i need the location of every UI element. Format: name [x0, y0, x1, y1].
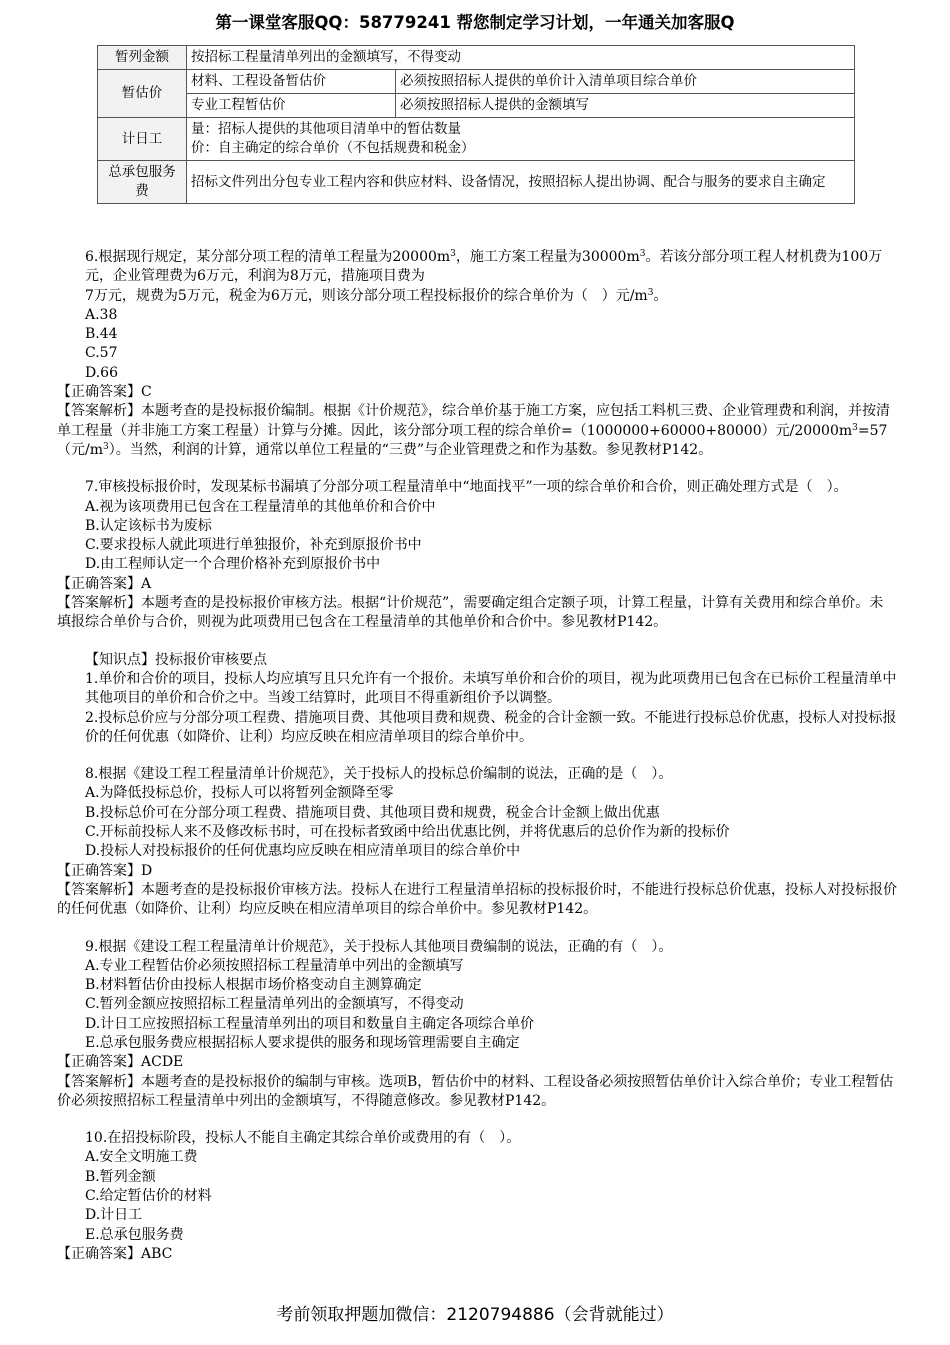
table-cell: 按招标工程量清单列出的金额填写，不得变动 [187, 46, 855, 70]
option: B.投标总价可在分部分项工程费、措施项目费、其他项目费和规费，税金合计金额上做出优惠 [85, 804, 660, 821]
table-row [98, 94, 855, 118]
answer: 【正确答案】ABC [57, 1245, 173, 1262]
option: A.为降低投标总价，投标人可以将暂列金额降至零 [85, 785, 394, 802]
table-cell [187, 118, 855, 161]
option: E.总承包服务费 [85, 1226, 184, 1243]
option: C.开标前投标人来不及修改标书时，可在投标者致函中给出优惠比例，并将优惠后的总价作为新的投标价 [85, 824, 730, 841]
question-7-stem: 7.审核投标报价时，发现某标书漏填了分部分项工程量清单中“地面找平”一项的综合单价和合价，则正确处理方式是（ ）。 [85, 479, 848, 496]
table-row [98, 70, 855, 94]
option: C.给定暂估价的材料 [85, 1188, 212, 1205]
option: D.计日工 [85, 1207, 143, 1224]
table-category: 计日工 [98, 118, 187, 161]
option: D.计日工应按照招标工程量清单列出的项目和数量自主确定各项综合单价 [85, 1015, 535, 1032]
question-10-stem: 10.在招投标阶段，投标人不能自主确定其综合单价或费用的有（ ）。 [85, 1130, 521, 1147]
daywork-line: 量：招标人提供的其他项目清单中的暂估数量 [191, 121, 461, 137]
table-cell: 专业工程暂估价 [187, 94, 396, 118]
fee-table [97, 45, 855, 204]
answer: 【正确答案】ACDE [57, 1054, 184, 1071]
knowledge-item: 2.投标总价应与分部分项工程费、措施项目费、其他项目费和规费、税金的合计金额一致。不能进行投标总价优惠，投标人对投标报价的任何优惠（如降价、让利）均应反映在相应清单项目的综合单价中。 [85, 709, 897, 745]
table-cell: 必须按照招标人提供的单价计入清单项目综合单价 [396, 70, 855, 94]
option: C.暂列金额应按照招标工程量清单列出的金额填写，不得变动 [85, 996, 464, 1013]
table-cell: 必须按照招标人提供的金额填写 [396, 94, 855, 118]
analysis: 【答案解析】本题考查的是投标报价的编制与审核。选项B，暂估价中的材料、工程设备必须按照暂估单价计入综合单价；专业工程暂估价必须按照招标工程量清单中列出的金额填写，不得随意修改。参见教材P142。 [57, 1073, 894, 1109]
option: D.投标人对投标报价的任何优惠均应反映在相应清单项目的综合单价中 [85, 843, 521, 860]
table-cell: 材料、工程设备暂估价 [187, 70, 396, 94]
option: C.57 [85, 345, 118, 362]
question-8-stem: 8.根据《建设工程工程量清单计价规范》，关于投标人的投标总价编制的说法，正确的是（ ）。 [85, 766, 673, 783]
question-6-stem-cont: 7万元，规费为5万元，税金为6万元，则该分部分项工程投标报价的综合单价为（ ）元$/m^3$。 [85, 287, 668, 304]
table-row [98, 118, 855, 161]
analysis: 【答案解析】本题考查的是投标报价审核方法。根据“计价规范”，需要确定组合定额子项，计算工程量，计算有关费用和综合单价。未填报综合单价与合价，则视为此项费用已包含在工程量清单的其他单价和合价中。参见教材P142。 [57, 595, 884, 631]
analysis: 【答案解析】本题考查的是投标报价审核方法。投标人在进行工程量清单招标的投标报价时，不能进行投标总价优惠，投标人对投标报价的任何优惠（如降价、让利）均应反映在相应清单项目的综合单价中。参见教材P142。 [57, 881, 897, 918]
daywork-line: 价：自主确定的综合单价（不包括规费和税金） [191, 140, 475, 156]
option: C.要求投标人就此项进行单独报价，补充到原报价书中 [85, 537, 422, 554]
analysis: 【答案解析】本题考查的是投标报价编制。根据《计价规范》，综合单价基于施工方案，应包括工料机三费、企业管理费和利润，并按清单工程量（并非施工方案工程量）计算与分摊。因此，该分部分项工程的综合单价=（1000000+60000+80000）元$/20000m^3=57$（元$/m^3$）。当然，利润的计算，通常以单位工程量的“三费”与企业管理费之和作为基数。参见教材P142。 [57, 403, 890, 458]
option: B.认定该标书为废标 [85, 517, 212, 534]
header-banner: 第一课堂客服QQ：58779241 帮您制定学习计划，一年通关加客服Q [215, 13, 735, 32]
option: B.44 [85, 326, 118, 343]
option: E.总承包服务费应根据招标人要求提供的服务和现场管理需要自主确定 [85, 1034, 520, 1051]
document-body [57, 248, 897, 1264]
table-category: 总承包服务费 [98, 161, 187, 204]
option: B.材料暂估价由投标人根据市场价格变动自主测算确定 [85, 977, 422, 994]
question-9-stem: 9.根据《建设工程工程量清单计价规范》，关于投标人其他项目费编制的说法，正确的有（ ）。 [85, 938, 673, 955]
knowledge-title: 【知识点】投标报价审核要点 [85, 651, 267, 668]
table-category: 暂列金额 [98, 46, 187, 70]
question-6-stem: 6.根据现行规定，某分部分项工程的清单工程量为$20000m^3$，施工方案工程量为$30000m^3$。若该分部分项工程人材机费为100万元，企业管理费为6万元，利润为8万元，措施项目费为 [85, 249, 883, 285]
knowledge-item: 1.单价和合价的项目，投标人均应填写且只允许有一个报价。未填写单价和合价的项目，视为此项费用已包含在已标价工程量清单中其他项目的单价和合价之中。当竣工结算时，此项目不得重新组价予以调整。 [85, 670, 897, 707]
option: A.视为该项费用已包含在工程量清单的其他单价和合价中 [85, 498, 436, 515]
table-cell: 招标文件列出分包专业工程内容和供应材料、设备情况，按照招标人提出协调、配合与服务的要求自主确定 [187, 161, 855, 204]
option: B.暂列金额 [85, 1168, 156, 1185]
answer: 【正确答案】A [57, 575, 152, 592]
answer: 【正确答案】C [57, 384, 152, 401]
option: D.66 [85, 364, 118, 381]
table-row [98, 46, 855, 70]
footer-banner: 考前领取押题加微信：2120794886（会背就能过） [276, 1305, 674, 1325]
option: A.38 [85, 306, 118, 323]
option: A.专业工程暂估价必须按照招标工程量清单中列出的金额填写 [85, 957, 464, 974]
answer: 【正确答案】D [57, 862, 153, 879]
table-category: 暂估价 [98, 70, 187, 118]
option: A.安全文明施工费 [85, 1149, 198, 1166]
option: D.由工程师认定一个合理价格补充到原报价书中 [85, 556, 381, 573]
table-row [98, 161, 855, 204]
